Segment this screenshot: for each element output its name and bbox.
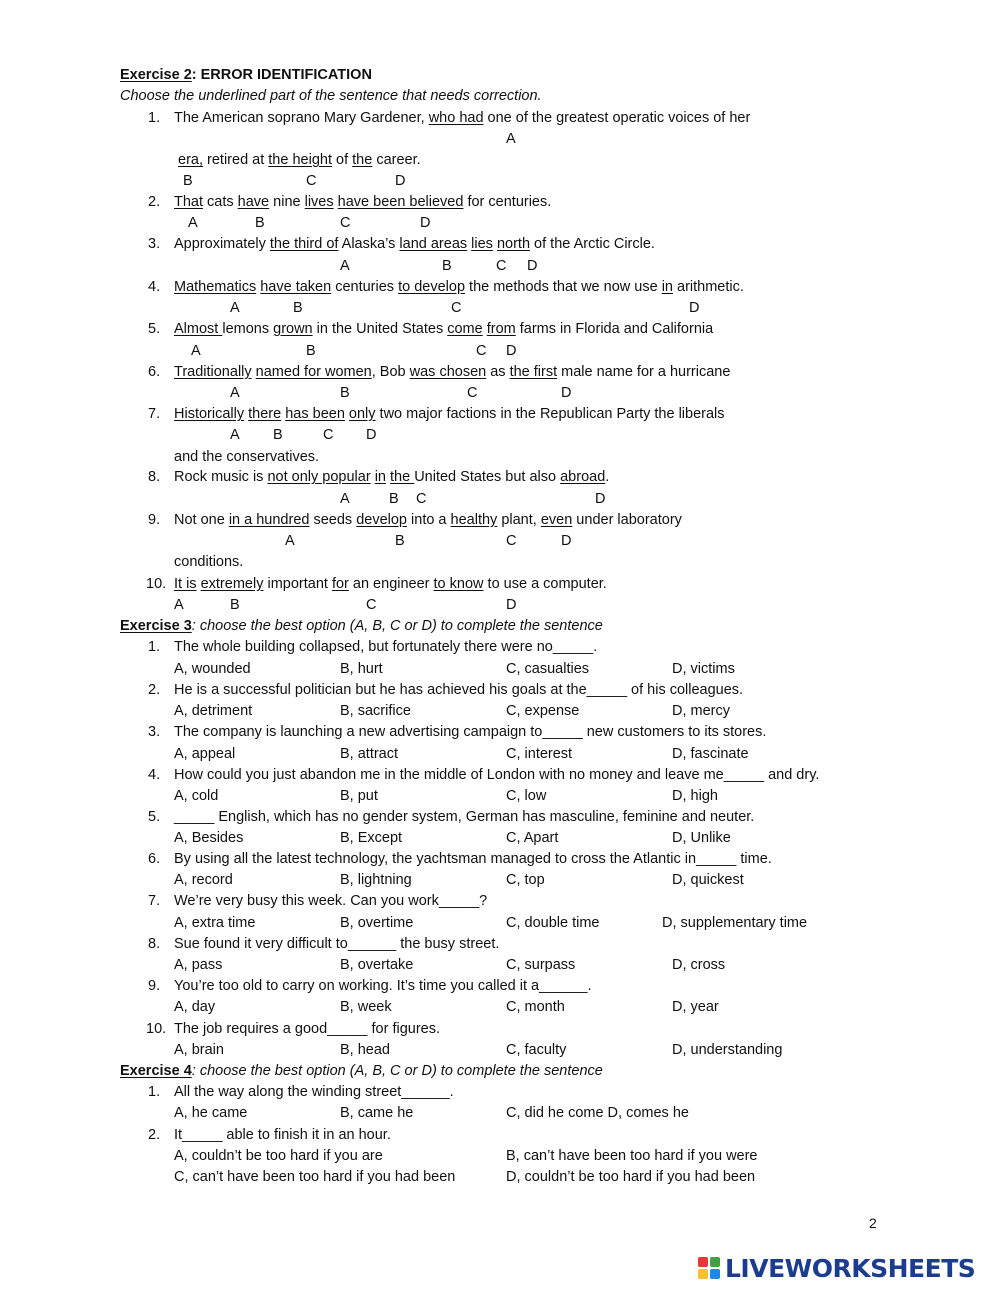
question-number: 1.: [148, 110, 161, 126]
exercise2-heading: [120, 66, 372, 84]
question-number: 10.: [146, 576, 167, 592]
option-b[interactable]: B, attract: [340, 746, 399, 762]
option-d[interactable]: D, supplementary time: [662, 915, 808, 931]
question-number: 7.: [148, 893, 161, 909]
question-number: 2.: [148, 682, 161, 698]
option-letter: A: [188, 215, 198, 231]
option-c[interactable]: C, casualties: [506, 661, 590, 677]
option-d[interactable]: D, understanding: [672, 1042, 783, 1058]
option-letter: C: [366, 597, 377, 613]
option-letter: B: [230, 597, 240, 613]
option-letter: B: [273, 427, 283, 443]
option-d[interactable]: D, quickest: [672, 872, 744, 888]
question-number: 6.: [148, 851, 161, 867]
option-b[interactable]: B, can’t have been too hard if you were: [506, 1148, 758, 1164]
option-letter: A: [191, 343, 201, 359]
option-b[interactable]: B, came he: [340, 1105, 414, 1121]
option-letter: B: [306, 343, 316, 359]
question-number: 8.: [148, 469, 161, 485]
option-c[interactable]: C, can’t have been too hard if you had been: [174, 1169, 456, 1185]
option-letter: D: [506, 597, 517, 613]
ex3-question: Sue found it very difficult to______ the busy street.: [174, 936, 500, 952]
exercise2-title: : ERROR IDENTIFICATION: [191, 67, 372, 83]
option-b[interactable]: B, put: [340, 788, 378, 804]
option-letter: C: [451, 300, 462, 316]
ex3-question: _____ English, which has no gender system, German has masculine, feminine and neuter.: [174, 809, 755, 825]
exercise4-instruction: : choose the best option (A, B, C or D) to complete the sentence: [191, 1063, 603, 1079]
ex2-question-5: Almost lemons grown in the United States come from farms in Florida and California: [174, 321, 714, 337]
question-number: 9.: [148, 978, 161, 994]
question-number: 7.: [148, 406, 161, 422]
option-d[interactable]: D, high: [672, 788, 718, 804]
question-number: 4.: [148, 767, 161, 783]
question-number: 6.: [148, 364, 161, 380]
option-b[interactable]: B, hurt: [340, 661, 383, 677]
option-letter: B: [183, 173, 193, 189]
question-number: 10.: [146, 1021, 167, 1037]
ex2-question-2: That cats have nine lives have been believed for centuries.: [174, 194, 552, 210]
exercise3-heading: [120, 617, 603, 635]
option-a[interactable]: A, he came: [174, 1105, 248, 1121]
option-a[interactable]: A, extra time: [174, 915, 256, 931]
ex2-question-9-line2: conditions.: [174, 554, 244, 570]
option-a[interactable]: A, record: [174, 872, 233, 888]
option-a[interactable]: A, Besides: [174, 830, 244, 846]
option-c[interactable]: C, low: [506, 788, 547, 804]
option-d[interactable]: D, mercy: [672, 703, 730, 719]
option-letter: C: [496, 258, 507, 274]
option-c[interactable]: C, Apart: [506, 830, 559, 846]
option-d[interactable]: D, year: [672, 999, 719, 1015]
logo-mark-icon: [698, 1257, 720, 1279]
question-number: 2.: [148, 194, 161, 210]
question-number: 1.: [148, 639, 161, 655]
question-number: 9.: [148, 512, 161, 528]
question-number: 5.: [148, 321, 161, 337]
option-letter: D: [689, 300, 700, 316]
ex3-question: The whole building collapsed, but fortunately there were no_____.: [174, 639, 598, 655]
option-letter: A: [340, 491, 350, 507]
option-b[interactable]: B, lightning: [340, 872, 412, 888]
option-c[interactable]: C, double time: [506, 915, 600, 931]
question-number: 3.: [148, 724, 161, 740]
ex4-question: It_____ able to finish it in an hour.: [174, 1127, 391, 1143]
option-b[interactable]: B, overtime: [340, 915, 414, 931]
ex3-question: You’re too old to carry on working. It’s time you called it a______.: [174, 978, 592, 994]
exercise2-label: Exercise 2: [120, 67, 192, 83]
option-b[interactable]: B, head: [340, 1042, 390, 1058]
option-b[interactable]: B, week: [340, 999, 392, 1015]
ex3-question: He is a successful politician but he has achieved his goals at the_____ of his colleagues.: [174, 682, 744, 698]
option-letter: C: [306, 173, 317, 189]
option-letter: A: [285, 533, 295, 549]
option-c[interactable]: C, surpass: [506, 957, 576, 973]
ex2-question-10: It is extremely important for an engineer to know to use a computer.: [174, 576, 607, 592]
option-letter: D: [561, 385, 572, 401]
option-letter: C: [467, 385, 478, 401]
option-letter: B: [340, 385, 350, 401]
option-c[interactable]: C, top: [506, 872, 545, 888]
option-a[interactable]: A, detriment: [174, 703, 253, 719]
ex3-question: The job requires a good_____ for figures.: [174, 1021, 441, 1037]
option-letter: D: [595, 491, 606, 507]
ex2-question-6: Traditionally named for women, Bob was chosen as the first male name for a hurricane: [174, 364, 731, 380]
exercise2-instruction: Choose the underlined part of the sentence that needs correction.: [120, 88, 542, 104]
option-letter: C: [340, 215, 351, 231]
option-c[interactable]: C, interest: [506, 746, 573, 762]
exercise3-label: Exercise 3: [120, 618, 192, 634]
option-c[interactable]: C, month: [506, 999, 565, 1015]
exercise3-instruction: : choose the best option (A, B, C or D) to complete the sentence: [191, 618, 603, 634]
ex2-question-9: Not one in a hundred seeds develop into a healthy plant, even under laboratory: [174, 512, 682, 528]
ex4-question: All the way along the winding street______.: [174, 1084, 454, 1100]
ex2-question-8: Rock music is not only popular in the United States but also abroad.: [174, 469, 610, 485]
ex2-question-4: Mathematics have taken centuries to develop the methods that we now use in arithmetic.: [174, 279, 744, 295]
option-letter: D: [527, 258, 538, 274]
option-letter: B: [255, 215, 265, 231]
option-letter: B: [389, 491, 399, 507]
option-a[interactable]: A, day: [174, 999, 216, 1015]
option-letter: D: [506, 343, 517, 359]
option-letter: C: [476, 343, 487, 359]
ex2-question-7: Historically there has been only two major factions in the Republican Party the liberals: [174, 406, 725, 422]
ex3-question: How could you just abandon me in the middle of London with no money and leave me_____ and dry.: [174, 767, 820, 783]
option-letter: C: [506, 533, 517, 549]
option-c-d[interactable]: C, did he come D, comes he: [506, 1105, 689, 1121]
option-d[interactable]: D, fascinate: [672, 746, 749, 762]
option-a[interactable]: A, couldn’t be too hard if you are: [174, 1148, 383, 1164]
page-number: 2: [869, 1215, 877, 1231]
question-number: 8.: [148, 936, 161, 952]
option-d[interactable]: D, Unlike: [672, 830, 731, 846]
brand-name: LIVEWORKSHEETS: [725, 1253, 976, 1283]
option-a[interactable]: A, cold: [174, 788, 219, 804]
option-letter: B: [293, 300, 303, 316]
option-c[interactable]: C, expense: [506, 703, 580, 719]
option-d[interactable]: D, couldn’t be too hard if you had been: [506, 1169, 756, 1185]
liveworksheets-logo: [698, 1253, 975, 1283]
option-letter: B: [442, 258, 452, 274]
exercise4-label: Exercise 4: [120, 1063, 192, 1079]
ex2-question-1-line2: era, retired at the height of the career.: [178, 152, 421, 168]
option-letter: D: [395, 173, 406, 189]
option-letter: C: [323, 427, 334, 443]
question-number: 3.: [148, 236, 161, 252]
option-c[interactable]: C, faculty: [506, 1042, 567, 1058]
question-number: 2.: [148, 1127, 161, 1143]
option-letter: A: [230, 300, 240, 316]
option-b[interactable]: B, Except: [340, 830, 403, 846]
option-letter: C: [416, 491, 427, 507]
option-letter: A: [230, 385, 240, 401]
question-number: 1.: [148, 1084, 161, 1100]
option-b[interactable]: B, overtake: [340, 957, 414, 973]
option-a[interactable]: A, brain: [174, 1042, 224, 1058]
question-number: 4.: [148, 279, 161, 295]
option-a[interactable]: A, appeal: [174, 746, 236, 762]
option-a[interactable]: A, wounded: [174, 661, 251, 677]
ex3-question: The company is launching a new advertising campaign to_____ new customers to its stores.: [174, 724, 767, 740]
ex3-question: We’re very busy this week. Can you work_____?: [174, 893, 488, 909]
option-letter: A: [174, 597, 184, 613]
option-letter: D: [366, 427, 377, 443]
option-b[interactable]: B, sacrifice: [340, 703, 411, 719]
ex2-question-1: The American soprano Mary Gardener, who had one of the greatest operatic voices of her: [174, 110, 751, 126]
ex3-question: By using all the latest technology, the yachtsman managed to cross the Atlantic in_____ time.: [174, 851, 772, 867]
option-a[interactable]: A, pass: [174, 957, 223, 973]
exercise4-heading: [120, 1062, 603, 1080]
option-letter: D: [561, 533, 572, 549]
option-d[interactable]: D, victims: [672, 661, 735, 677]
option-letter: D: [420, 215, 431, 231]
option-letter: A: [230, 427, 240, 443]
ex2-question-3: Approximately the third of Alaska’s land areas lies north of the Arctic Circle.: [174, 236, 655, 252]
option-letter: A: [340, 258, 350, 274]
option-letter: B: [395, 533, 405, 549]
option-letter: A: [506, 131, 516, 147]
option-d[interactable]: D, cross: [672, 957, 726, 973]
ex2-question-7-line2: and the conservatives.: [174, 449, 320, 465]
question-number: 5.: [148, 809, 161, 825]
